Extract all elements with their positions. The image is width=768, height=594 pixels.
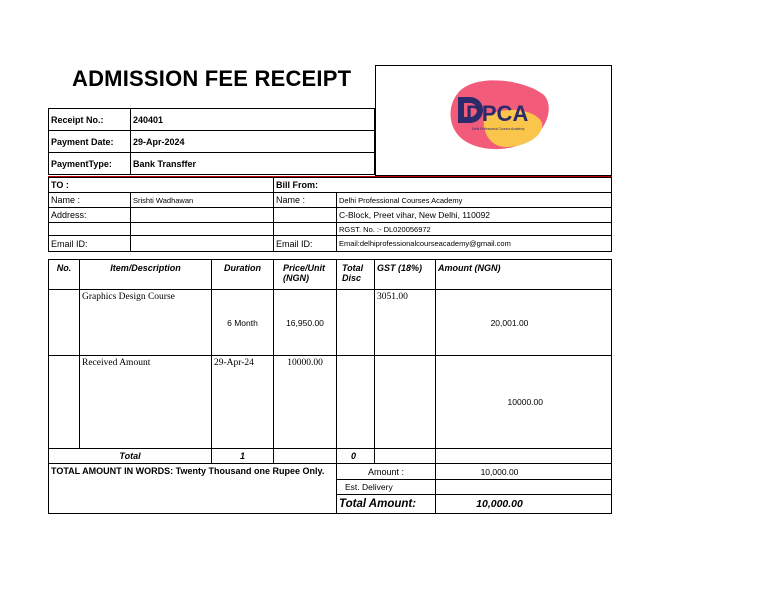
to-blank-value <box>131 223 274 236</box>
from-address-label <box>274 208 337 223</box>
row2-gst <box>375 356 436 449</box>
payment-type-label: PaymentType: <box>49 153 131 175</box>
to-address-value <box>131 208 274 223</box>
row1-gst: 3051.00 <box>375 290 436 356</box>
col-no-header: No. <box>49 260 80 290</box>
total-label: Total <box>49 449 212 464</box>
row1-item: Graphics Design Course <box>80 290 212 356</box>
row2-no <box>49 356 80 449</box>
from-address-value: C-Block, Preet vihar, New Delhi, 110092 <box>337 208 612 223</box>
total-disc: 0 <box>337 449 375 464</box>
bill-from-heading: Bill From: <box>274 178 612 193</box>
to-email-value <box>131 236 274 252</box>
receipt-no-value: 240401 <box>131 109 375 131</box>
row1-duration: 6 Month <box>212 290 274 356</box>
row1-disc <box>337 290 375 356</box>
table-row <box>49 356 612 449</box>
receipt-info-table <box>48 108 375 175</box>
to-email-label: Email ID: <box>49 236 131 252</box>
to-name-label: Name : <box>49 193 131 208</box>
total-gst <box>375 449 436 464</box>
total-amount-label: Total Amount: <box>337 495 436 514</box>
payment-type-value: Bank Transffer <box>131 153 375 175</box>
to-blank-label <box>49 223 131 236</box>
amount-in-words: TOTAL AMOUNT IN WORDS: Twenty Thousand one Rupee Only. <box>49 464 337 514</box>
items-table <box>48 259 612 514</box>
amount-label: Amount : <box>337 464 436 480</box>
from-email-label: Email ID: <box>274 236 337 252</box>
total-amount <box>436 449 612 464</box>
payment-date-value: 29-Apr-2024 <box>131 131 375 153</box>
row1-no <box>49 290 80 356</box>
party-table <box>48 177 612 252</box>
total-amount-value: 10,000.00 <box>436 495 612 514</box>
col-amount-header: Amount (NGN) <box>436 260 612 290</box>
col-disc-header: Total Disc <box>337 260 375 290</box>
row2-disc <box>337 356 375 449</box>
delivery-value <box>436 480 612 495</box>
total-duration: 1 <box>212 449 274 464</box>
from-email-value: Email:delhiprofessionalcourseacademy@gmail.com <box>337 236 612 252</box>
dpca-logo <box>444 75 554 155</box>
logo-tagline: Delhi Professional Courses Academy <box>472 127 525 131</box>
from-rgst-label <box>274 223 337 236</box>
row2-amount: 10000.00 <box>436 356 612 449</box>
row1-amount: 20,001.00 <box>436 290 612 356</box>
logo-text: DPCA <box>466 101 529 126</box>
delivery-label: Est. Delivery <box>337 480 436 495</box>
col-item-header: Item/Description <box>80 260 212 290</box>
col-gst-header: GST (18%) <box>375 260 436 290</box>
row1-price: 16,950.00 <box>274 290 337 356</box>
to-heading: TO : <box>49 178 274 193</box>
from-name-value: Delhi Professional Courses Academy <box>337 193 612 208</box>
col-duration-header: Duration <box>212 260 274 290</box>
to-address-label: Address: <box>49 208 131 223</box>
total-price <box>274 449 337 464</box>
logo-box <box>375 65 612 176</box>
to-name-value: Srishti Wadhawan <box>131 193 274 208</box>
payment-date-label: Payment Date: <box>49 131 131 153</box>
col-price-header: Price/Unit (NGN) <box>274 260 337 290</box>
receipt-title: ADMISSION FEE RECEIPT <box>72 66 352 91</box>
row2-item: Received Amount <box>80 356 212 449</box>
from-name-label: Name : <box>274 193 337 208</box>
row2-duration: 29-Apr-24 <box>212 356 274 449</box>
amount-value: 10,000.00 <box>436 464 612 480</box>
receipt-no-label: Receipt No.: <box>49 109 131 131</box>
row2-price: 10000.00 <box>274 356 337 449</box>
table-row <box>49 290 612 356</box>
from-rgst-value: RGST. No. :- DL020056972 <box>337 223 612 236</box>
